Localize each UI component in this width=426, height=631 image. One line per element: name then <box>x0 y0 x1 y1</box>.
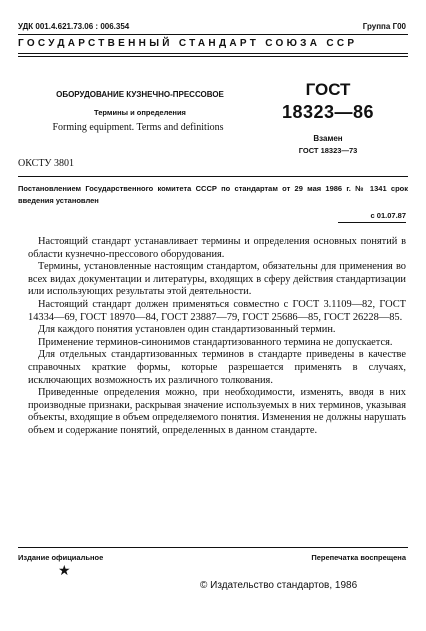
header-rule-2 <box>18 56 408 57</box>
paragraph: Для каждого понятия установлен один стандартизованный термин. <box>38 324 336 336</box>
official-edition-label: Издание официальное <box>18 553 104 562</box>
paragraph: Применение терминов-синонимов стандартизованного термина не допускается. <box>38 336 393 348</box>
star-icon: ★ <box>58 564 71 579</box>
reprint-prohibited-label: Перепечатка воспрещена <box>311 553 406 562</box>
header-rule-1 <box>18 53 408 54</box>
body-text <box>28 236 406 438</box>
group-code: Группа Г00 <box>362 22 406 31</box>
udk-code: УДК 001.4.621.73.06 : 006.354 <box>18 22 130 31</box>
paragraph: Настоящий стандарт должен применяться совместно с ГОСТ 3.1109—82, ГОСТ 14334—69, ГОСТ 18970—84, ГОСТ 23887—79, ГОСТ 25686—85, ГОСТ 26228—85. <box>28 298 406 323</box>
paragraph: Для отдельных стандартизованных терминов в стандарте приведены в качестве справочных краткие формы, которые разрешается применять в случаях, исключающих возможность их различного толкования. <box>28 349 406 386</box>
state-standard-banner: ГОСУДАРСТВЕННЫЙ СТАНДАРТ СОЮЗА ССР <box>18 38 358 49</box>
document-title: ОБОРУДОВАНИЕ КУЗНЕЧНО-ПРЕССОВОЕ <box>56 90 224 99</box>
copyright-notice: © Издательство стандартов, 1986 <box>200 580 358 591</box>
paragraph: Термины, установленные настоящим стандартом, обязательны для применения во всех видах документации и литературы, входящих в сферу действия стандартизации или использующих результаты этой деятельности. <box>28 261 406 298</box>
document-subtitle: Термины и определения <box>94 108 186 117</box>
date-underline <box>338 222 406 223</box>
footer-rule <box>18 547 408 548</box>
decree-text: Постановлением Государственного комитета СССР по стандартам от 29 мая 1986 г. № 1341 срок введения установлен <box>18 184 408 205</box>
effective-date: с 01.07.87 <box>370 211 406 220</box>
replaced-standard: ГОСТ 18323—73 <box>298 146 358 155</box>
paragraph: Настоящий стандарт устанавливает термины и определения основных понятий в области кузнечно-прессового оборудования. <box>28 236 406 260</box>
okstu-code: ОКСТУ 3801 <box>18 158 75 169</box>
paragraph: Приведенные определения можно, при необходимости, изменять, вводя в них производные признаки, раскрывая значение используемых в них терминов, указывая объекты, входящие в объем определяемого понятия. Изменения не должны нарушать объем и содержание понятий, определенных в данном стандарте. <box>28 387 406 436</box>
okstu-rule <box>18 176 408 177</box>
standard-label: ГОСТ <box>305 80 351 99</box>
document-title-english: Forming equipment. Terms and definitions <box>52 122 224 133</box>
replaces-label: Взамен <box>313 134 343 143</box>
header-top-rule <box>18 34 408 35</box>
standard-number: 18323—86 <box>281 102 375 122</box>
